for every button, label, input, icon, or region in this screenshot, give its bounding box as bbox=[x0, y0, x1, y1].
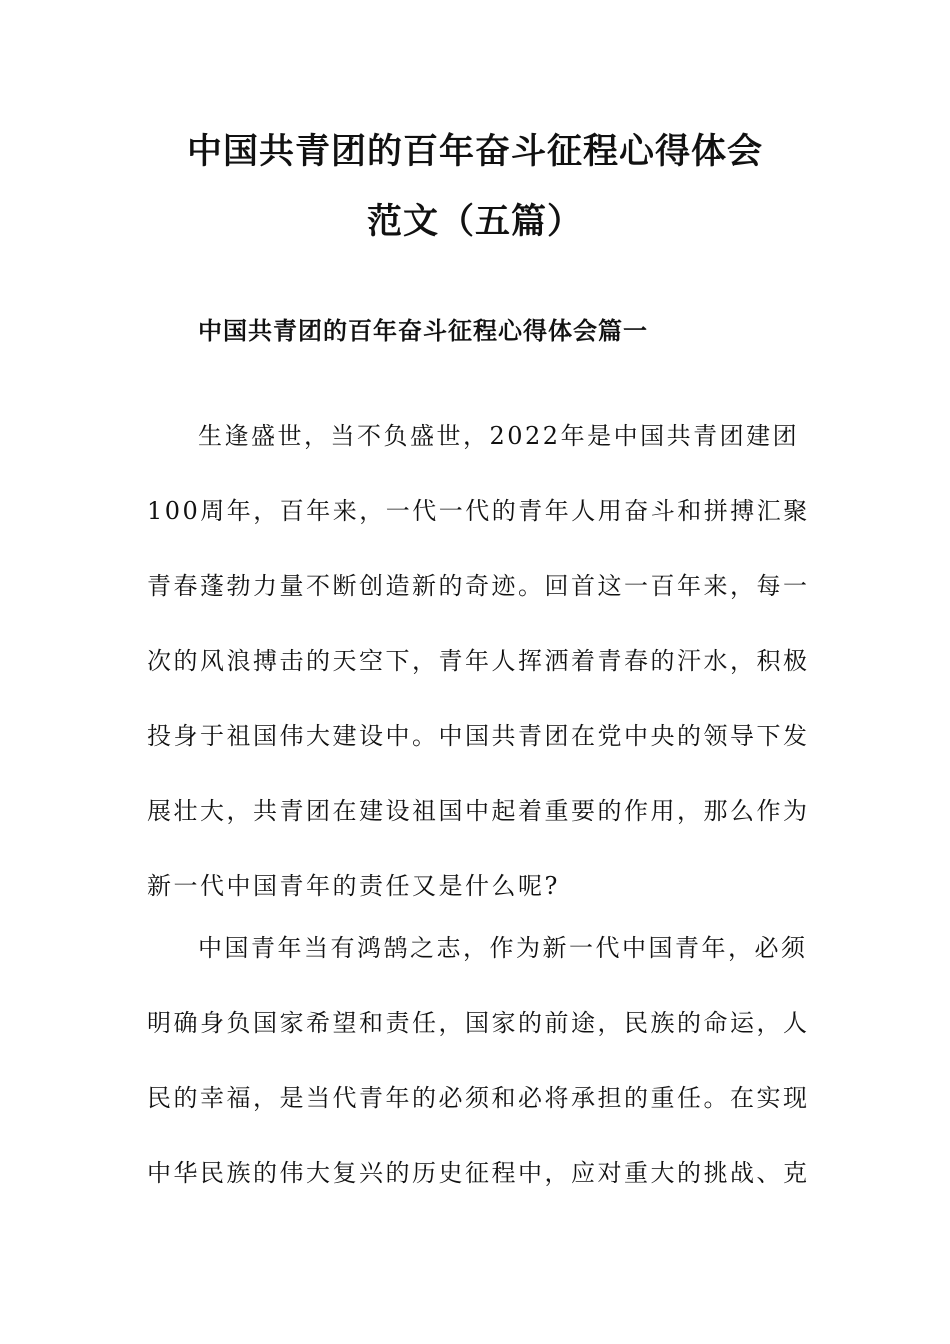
document-title-line-2: 范文（五篇） bbox=[366, 202, 583, 242]
paragraph-1: 生逢盛世，当不负盛世，2022年是中国共青团建团100周年，百年来，一代一代的青年人用奋斗和拼搏汇聚青春蓬勃力量不断创造新的奇迹。回首这一百年来，每一次的风浪搏击的天空下，青年人挥洒着青春的汗水，积极投身于祖国伟大建设中。中国共青团在党中央的领导下发展壮大，共青团在建设祖国中起着重要的作用，那么作为新一代中国青年的责任又是什么呢? bbox=[147, 422, 810, 900]
paragraph-1-block bbox=[147, 399, 817, 924]
paragraph-2-block bbox=[147, 911, 817, 1211]
document-title-line-1: 中国共青团的百年奋斗征程心得体会 bbox=[186, 132, 763, 172]
paragraph-2: 中国青年当有鸿鹄之志，作为新一代中国青年，必须明确身负国家希望和责任，国家的前途，民族的命运，人民的幸福，是当代青年的必须和必将承担的重任。在实现中华民族的伟大复兴的历史征程中，应对重大的挑战、克 bbox=[147, 934, 810, 1187]
section-heading: 中国共青团的百年奋斗征程心得体会篇一 bbox=[198, 317, 648, 345]
